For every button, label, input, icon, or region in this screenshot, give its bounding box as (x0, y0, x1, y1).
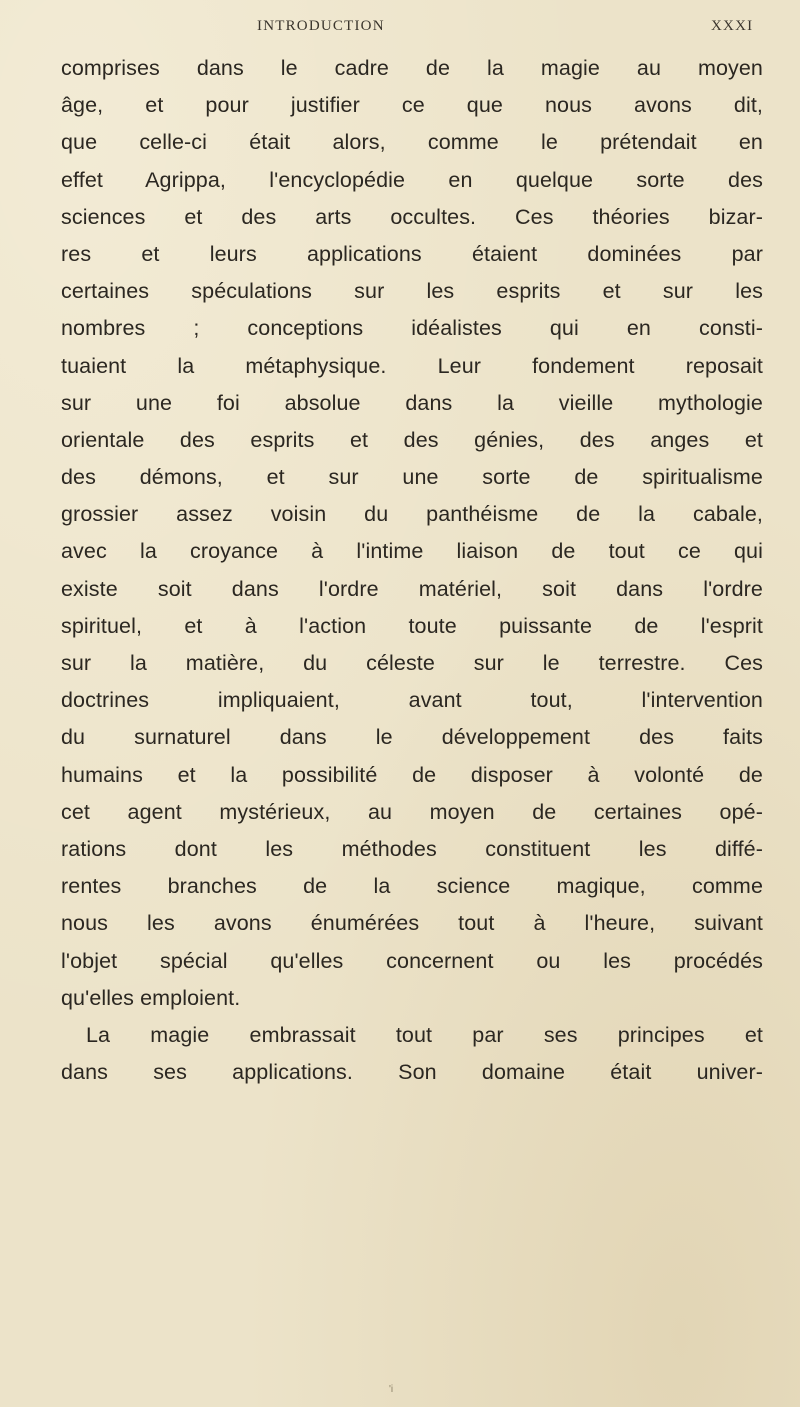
text-line: l'objet spécial qu'elles concernent ou les procédés (61, 948, 763, 973)
text-line: sciences et des arts occultes. Ces théories bizar- (61, 204, 763, 229)
text-line: rations dont les méthodes constituent les diffé- (61, 836, 763, 861)
text-line: sur la matière, du céleste sur le terrestre. Ces (61, 651, 763, 675)
text-line: tuaient la métaphysique. Leur fondement reposait (61, 353, 763, 378)
text-line: La magie embrassait tout par ses principes et (86, 1022, 763, 1047)
text-line: rentes branches de la science magique, comme (61, 874, 763, 899)
text-line: comprises dans le cadre de la magie au moyen (61, 56, 763, 80)
text-line: âge, et pour justifier ce que nous avons dit, (61, 93, 763, 118)
text-line: existe soit dans l'ordre matériel, soit dans l'ordre (61, 576, 763, 601)
text-line: qu'elles emploient. (61, 985, 241, 1010)
text-line: grossier assez voisin du panthéisme de la cabale, (61, 502, 763, 527)
text-line: humains et la possibilité de disposer à volonté de (61, 762, 763, 787)
text-line: sur une foi absolue dans la vieille mythologie (61, 390, 763, 415)
text-line: des démons, et sur une sorte de spiritualisme (61, 465, 763, 490)
text-line: cet agent mystérieux, au moyen de certaines opé- (61, 799, 763, 824)
text-line: dans ses applications. Son domaine était univer- (61, 1060, 763, 1085)
page-number: XXXI (711, 18, 754, 34)
text-line: effet Agrippa, l'encyclopédie en quelque sorte des (61, 167, 763, 192)
running-title: INTRODUCTION (257, 18, 385, 34)
text-line: nombres ; conceptions idéalistes qui en consti- (61, 316, 763, 341)
text-line: orientale des esprits et des génies, des anges et (61, 427, 763, 452)
text-line: avec la croyance à l'intime liaison de tout ce qui (61, 539, 763, 564)
text-line: spirituel, et à l'action toute puissante de l'esprit (61, 613, 763, 638)
text-line: nous les avons énumérées tout à l'heure, suivant (61, 911, 763, 936)
text-line: que celle-ci était alors, comme le prétendait en (61, 130, 763, 155)
text-line: doctrines impliquaient, avant tout, l'intervention (61, 688, 763, 713)
page-mark: 'i (389, 1384, 394, 1395)
text-line: res et leurs applications étaient dominées par (61, 241, 763, 266)
text-line: du surnaturel dans le développement des faits (61, 725, 763, 750)
body-text (61, 50, 763, 1091)
text-line: certaines spéculations sur les esprits et sur les (61, 279, 763, 304)
running-head (0, 16, 800, 40)
